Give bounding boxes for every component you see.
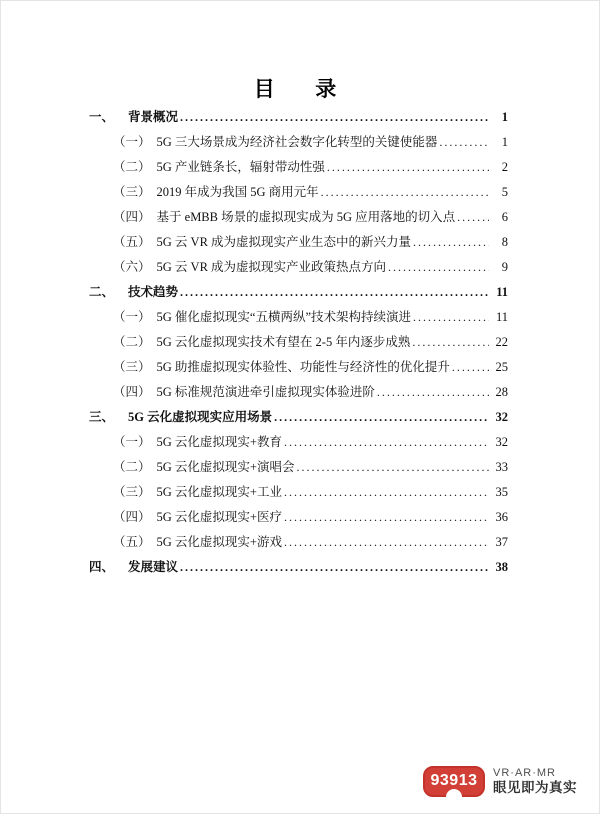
toc-entry-title: 5G 云化虚拟现实+演唱会 [156, 460, 295, 474]
toc-entry-title: 5G 云化虚拟现实应用场景 [128, 410, 273, 424]
toc-entry[interactable] [89, 505, 508, 530]
toc-entry-number: （四） [113, 510, 151, 524]
toc-entry-number: （五） [113, 535, 151, 549]
toc-entry-page: 33 [495, 460, 508, 474]
toc-leader-dots [327, 155, 489, 180]
toc-entry-title: 5G 云化虚拟现实+教育 [156, 435, 282, 449]
toc-entry-number: 四、 [89, 560, 115, 574]
toc-entry-number: （三） [113, 485, 151, 499]
table-of-contents [89, 105, 508, 580]
toc-entry[interactable] [89, 480, 508, 505]
toc-entry[interactable] [89, 230, 508, 255]
toc-leader-dots [180, 280, 489, 305]
toc-entry-title: 5G 云 VR 成为虚拟现实产业政策热点方向 [156, 260, 387, 274]
toc-entry-page: 36 [495, 510, 508, 524]
toc-entry-title: 基于 eMBB 场景的虚拟现实成为 5G 应用落地的切入点 [156, 210, 456, 224]
toc-entry-title: 5G 云化虚拟现实技术有望在 2-5 年内逐步成熟 [156, 335, 411, 349]
toc-entry-page: 35 [495, 485, 508, 499]
toc-entry[interactable] [89, 380, 508, 405]
toc-entry-title: 5G 云化虚拟现实+医疗 [156, 510, 282, 524]
toc-entry[interactable] [89, 355, 508, 380]
toc-entry-page: 1 [501, 135, 508, 149]
toc-leader-dots [284, 480, 489, 505]
toc-entry-page: 37 [495, 535, 508, 549]
toc-entry[interactable] [89, 305, 508, 330]
toc-entry-page: 1 [501, 110, 508, 124]
toc-entry-title: 2019 年成为我国 5G 商用元年 [156, 185, 319, 199]
toc-entry-page: 22 [495, 335, 508, 349]
toc-entry-number: （三） [113, 360, 151, 374]
toc-leader-dots [413, 305, 489, 330]
toc-entry[interactable] [89, 555, 508, 580]
toc-entry-page: 25 [495, 360, 508, 374]
toc-entry-number: （四） [113, 210, 151, 224]
toc-entry-number: （一） [113, 435, 151, 449]
toc-entry-number: （六） [113, 260, 151, 274]
toc-entry-title: 5G 产业链条长，辐射带动性强 [156, 160, 325, 174]
toc-entry-page: 11 [495, 310, 508, 324]
toc-entry[interactable] [89, 205, 508, 230]
toc-leader-dots [321, 180, 489, 205]
toc-entry-title: 5G 助推虚拟现实体验性、功能性与经济性的优化提升 [156, 360, 450, 374]
toc-entry-page: 8 [501, 235, 508, 249]
toc-entry-title: 5G 催化虚拟现实“五横两纵”技术架构持续演进 [156, 310, 412, 324]
toc-leader-dots [296, 455, 489, 480]
toc-entry-number: （二） [113, 460, 151, 474]
toc-entry[interactable] [89, 405, 508, 430]
toc-entry-number: （二） [113, 335, 151, 349]
toc-entry-page: 38 [495, 560, 508, 574]
toc-leader-dots [439, 130, 489, 155]
toc-entry[interactable] [89, 530, 508, 555]
toc-leader-dots [377, 380, 489, 405]
toc-entry-number: 三、 [89, 410, 115, 424]
page-title: 目 录 [253, 77, 347, 101]
toc-entry-number: （四） [113, 385, 151, 399]
toc-entry[interactable] [89, 180, 508, 205]
toc-entry-number: 二、 [89, 285, 115, 299]
toc-entry-number: （二） [113, 160, 151, 174]
logo-text: 93913 [430, 771, 478, 789]
toc-entry-page: 28 [495, 385, 508, 399]
toc-entry[interactable] [89, 330, 508, 355]
toc-entry-title: 发展建议 [128, 560, 179, 574]
toc-entry-page: 2 [501, 160, 508, 174]
toc-entry[interactable] [89, 105, 508, 130]
toc-entry[interactable] [89, 155, 508, 180]
toc-leader-dots [413, 230, 489, 255]
toc-entry-title: 背景概况 [128, 110, 179, 124]
toc-entry-page: 32 [495, 410, 508, 424]
vr-goggles-icon [423, 766, 485, 797]
toc-entry-number: （一） [113, 310, 151, 324]
toc-entry-number: （五） [113, 235, 151, 249]
toc-leader-dots [284, 530, 489, 555]
watermark-logo [423, 766, 577, 797]
toc-leader-dots [457, 205, 489, 230]
toc-entry-page: 11 [496, 285, 508, 299]
toc-entry-number: （一） [113, 135, 151, 149]
toc-leader-dots [284, 505, 489, 530]
watermark-tagline-top: VR·AR·MR [493, 767, 556, 780]
toc-entry-page: 5 [501, 185, 508, 199]
toc-entry-title: 5G 三大场景成为经济社会数字化转型的关键使能器 [156, 135, 438, 149]
toc-entry[interactable] [89, 430, 508, 455]
toc-leader-dots [284, 430, 489, 455]
watermark-tagline-bottom: 眼见即为真实 [493, 780, 577, 796]
toc-leader-dots [412, 330, 489, 355]
toc-entry-title: 5G 云化虚拟现实+游戏 [156, 535, 282, 549]
toc-leader-dots [274, 405, 489, 430]
toc-entry-page: 32 [495, 435, 508, 449]
toc-entry-title: 5G 标准规范演进牵引虚拟现实体验进阶 [156, 385, 375, 399]
toc-leader-dots [180, 555, 489, 580]
toc-entry[interactable] [89, 255, 508, 280]
toc-entry-title: 5G 云 VR 成为虚拟现实产业生态中的新兴力量 [156, 235, 412, 249]
toc-entry-number: （三） [113, 185, 151, 199]
toc-entry-title: 技术趋势 [128, 285, 179, 299]
toc-entry[interactable] [89, 455, 508, 480]
toc-entry-page: 6 [501, 210, 508, 224]
watermark-tagline [493, 767, 577, 795]
toc-entry-page: 9 [501, 260, 508, 274]
toc-leader-dots [452, 355, 489, 380]
toc-entry-number: 一、 [89, 110, 115, 124]
toc-entry[interactable] [89, 130, 508, 155]
toc-leader-dots [180, 105, 489, 130]
toc-entry[interactable] [89, 280, 508, 305]
toc-leader-dots [388, 255, 489, 280]
toc-entry-title: 5G 云化虚拟现实+工业 [156, 485, 282, 499]
